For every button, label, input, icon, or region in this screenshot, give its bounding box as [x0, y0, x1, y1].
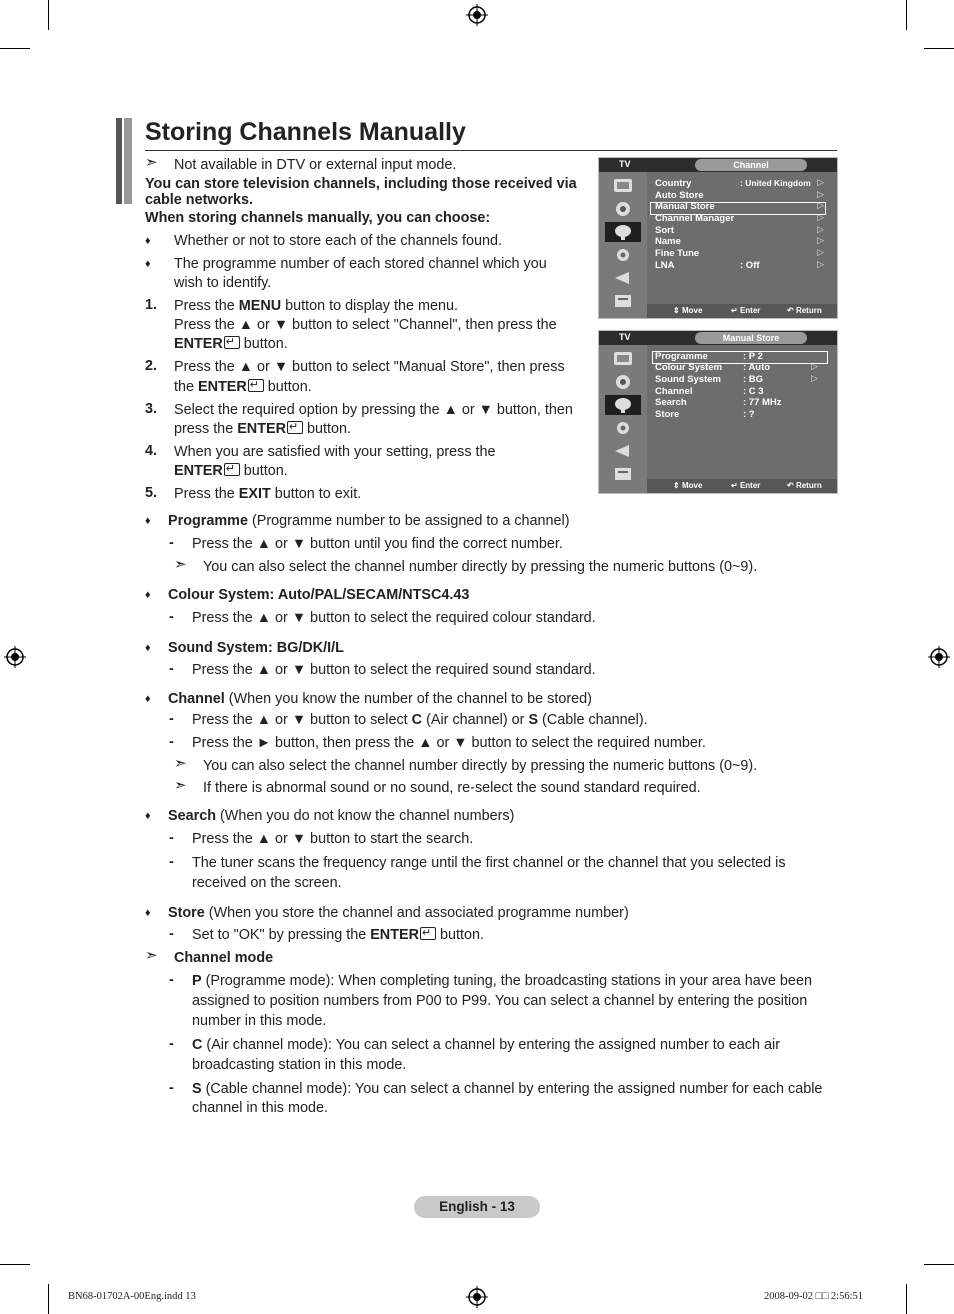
right-arrow-icon: ▷ — [811, 373, 818, 383]
intro-bold: You can store television channels, including those received via — [145, 176, 577, 192]
sound-icon — [605, 199, 641, 219]
dash-marker: - — [169, 1080, 174, 1096]
dash-marker: - — [169, 854, 174, 870]
title-accent-bar — [116, 118, 122, 204]
tv-menu-value: : 77 MHz — [743, 397, 782, 408]
diamond-bullet-icon: ♦ — [145, 589, 151, 601]
right-arrow-icon: ▷ — [811, 361, 818, 371]
right-arrow-icon: ▷ — [817, 235, 824, 245]
registration-mark-icon — [928, 646, 950, 668]
crop-mark — [48, 1284, 49, 1314]
note-icon: ➣ — [174, 777, 187, 794]
tv-label: TV — [619, 159, 631, 169]
tv-sidebar — [599, 345, 647, 493]
crop-mark — [906, 0, 907, 30]
tv-menu-value: : ? — [743, 409, 755, 420]
option-heading: Store (When you store the channel and associated programme number) — [168, 905, 629, 921]
right-arrow-icon: ▷ — [817, 224, 824, 234]
intro-bullet: Whether or not to store each of the channels found. — [174, 233, 502, 249]
crop-mark — [924, 1264, 954, 1265]
diamond-bullet-icon: ♦ — [145, 642, 151, 654]
tv-menu-footer — [647, 479, 837, 493]
option-heading: Channel mode — [174, 950, 274, 966]
intro-bold: When storing channels manually, you can choose: — [145, 210, 491, 226]
dash-marker: - — [169, 972, 174, 988]
channel-icon — [605, 395, 641, 415]
page-number: English - 13 — [414, 1196, 540, 1218]
application-icon — [605, 291, 641, 311]
tv-menu-value: : P 2 — [743, 351, 763, 362]
tv-foot-move: ⇕ Move — [673, 306, 703, 315]
option-text: Press the ▲ or ▼ button until you find the correct number. — [192, 536, 563, 552]
right-arrow-icon: ▷ — [817, 259, 824, 269]
note-icon: ➣ — [174, 556, 187, 573]
tv-menu-item[interactable]: Channel — [655, 386, 693, 397]
tv-foot-enter: ↵ Enter — [731, 306, 761, 315]
sound-icon — [605, 372, 641, 392]
crop-mark — [0, 1264, 30, 1265]
intro-note: Not available in DTV or external input mode. — [174, 157, 457, 173]
note-icon: ➣ — [145, 154, 158, 171]
step-text: Press the ▲ or ▼ button to select "Channel", then press the — [174, 317, 557, 333]
diamond-bullet-icon: ♦ — [145, 258, 151, 270]
option-note: If there is abnormal sound or no sound, re-select the sound standard required. — [203, 780, 701, 796]
step-number: 5. — [145, 485, 158, 501]
step-number: 2. — [145, 358, 158, 374]
tv-menu-item[interactable]: LNA — [655, 260, 675, 271]
option-text: P (Programme mode): When completing tuning, the broadcasting stations in your area have been — [192, 973, 812, 989]
option-text: channel in this mode. — [192, 1100, 328, 1116]
intro-bold: cable networks. — [145, 192, 253, 208]
tv-menu-value: : Off — [740, 260, 760, 271]
option-text: C (Air channel mode): You can select a channel by entering the assigned number to each air — [192, 1037, 780, 1053]
dash-marker: - — [169, 535, 174, 551]
input-icon — [605, 441, 641, 461]
option-heading: Channel (When you know the number of the channel to be stored) — [168, 691, 592, 707]
option-text: broadcasting station in this mode. — [192, 1057, 407, 1073]
option-text: received on the screen. — [192, 875, 342, 891]
channel-icon — [605, 222, 641, 242]
tv-menu-item[interactable]: Country — [655, 178, 692, 189]
tv-menu-item[interactable]: Store — [655, 409, 680, 420]
option-text: The tuner scans the frequency range until the first channel or the channel that you selected is — [192, 855, 786, 871]
picture-icon — [605, 349, 641, 369]
enter-icon — [287, 421, 303, 434]
option-heading: Search (When you do not know the channel numbers) — [168, 808, 515, 824]
crop-mark — [924, 48, 954, 49]
diamond-bullet-icon: ♦ — [145, 515, 151, 527]
dash-marker: - — [169, 711, 174, 727]
diamond-bullet-icon: ♦ — [145, 235, 151, 247]
page-title: Storing Channels Manually — [145, 118, 466, 146]
note-icon: ➣ — [145, 947, 158, 964]
title-accent-bar — [124, 118, 132, 204]
step-text: Press the ▲ or ▼ button to select "Manual Store", then press — [174, 359, 565, 375]
dash-marker: - — [169, 609, 174, 625]
tv-foot-return: ↶ Return — [787, 481, 822, 490]
application-icon — [605, 464, 641, 484]
step-number: 1. — [145, 297, 158, 313]
tv-menu-item[interactable]: Name — [655, 236, 681, 247]
enter-icon — [224, 463, 240, 476]
right-arrow-icon: ▷ — [817, 189, 824, 199]
option-heading: Sound System: BG/DK/I/L — [168, 640, 344, 656]
enter-icon — [248, 379, 264, 392]
tv-label: TV — [619, 332, 631, 342]
option-text: S (Cable channel mode): You can select a channel by entering the assigned number for each cable — [192, 1081, 823, 1097]
tv-menu-header — [599, 158, 837, 172]
print-date: 2008-09-02 □□ 2:56:51 — [764, 1291, 864, 1302]
step-text: Select the required option by pressing the ▲ or ▼ button, then — [174, 402, 573, 418]
tv-menu-value: : United Kingdom — [740, 178, 811, 188]
tv-menu-value: : BG — [743, 374, 764, 385]
step-text: Press the MENU button to display the menu. — [174, 298, 458, 314]
tv-menu-item[interactable]: Search — [655, 397, 687, 408]
right-arrow-icon: ▷ — [817, 212, 824, 222]
option-text: Press the ▲ or ▼ button to select the required colour standard. — [192, 610, 596, 626]
option-text: Press the ▲ or ▼ button to select the required sound standard. — [192, 662, 596, 678]
dash-marker: - — [169, 830, 174, 846]
diamond-bullet-icon: ♦ — [145, 693, 151, 705]
registration-mark-icon — [466, 4, 488, 26]
title-rule — [145, 150, 837, 151]
right-arrow-icon: ▷ — [817, 247, 824, 257]
tv-sidebar — [599, 172, 647, 318]
option-text: number in this mode. — [192, 1013, 327, 1029]
tv-menu-value: : C 3 — [743, 386, 764, 397]
tv-menu-item[interactable]: Channel Manager — [655, 213, 735, 224]
option-heading: Programme (Programme number to be assigned to a channel) — [168, 513, 570, 529]
step-number: 4. — [145, 443, 158, 459]
step-number: 3. — [145, 401, 158, 417]
crop-mark — [48, 0, 49, 30]
tv-menu-tab: Manual Store — [695, 332, 807, 344]
step-text: When you are satisfied with your setting, press the — [174, 444, 496, 460]
tv-menu-manual-store — [598, 330, 838, 494]
note-icon: ➣ — [174, 755, 187, 772]
input-icon — [605, 268, 641, 288]
diamond-bullet-icon: ♦ — [145, 907, 151, 919]
tv-menu-tab: Channel — [695, 159, 807, 171]
tv-menu-header — [599, 331, 837, 345]
tv-menu-item[interactable]: Fine Tune — [655, 248, 700, 259]
print-filename: BN68-01702A-00Eng.indd 13 — [68, 1291, 196, 1302]
intro-bullet: The programme number of each stored channel which you — [174, 256, 547, 272]
tv-foot-return: ↶ Return — [787, 306, 822, 315]
registration-mark-icon — [4, 646, 26, 668]
dash-marker: - — [169, 926, 174, 942]
tv-menu-footer — [647, 304, 837, 318]
dash-marker: - — [169, 1036, 174, 1052]
crop-mark — [0, 48, 30, 49]
intro-bullet: wish to identify. — [174, 275, 272, 291]
option-text: Set to "OK" by pressing the ENTER↵ button. — [192, 926, 484, 945]
option-text: Press the ▲ or ▼ button to start the search. — [192, 831, 474, 847]
tv-menu-channel — [598, 157, 838, 319]
step-text: ENTER↵ button. — [174, 335, 288, 354]
tv-menu-item[interactable]: Colour System — [655, 362, 723, 373]
tv-foot-enter: ↵ Enter — [731, 481, 761, 490]
tv-foot-move: ⇕ Move — [673, 481, 703, 490]
enter-icon — [420, 927, 436, 940]
step-text: ENTER↵ button. — [174, 462, 288, 481]
dash-marker: - — [169, 734, 174, 750]
right-arrow-icon: ▷ — [817, 200, 824, 210]
tv-menu-item[interactable]: Manual Store — [655, 201, 715, 212]
option-text: Press the ► button, then press the ▲ or ▼ button to select the required number. — [192, 735, 706, 751]
enter-icon — [224, 336, 240, 349]
picture-icon — [605, 176, 641, 196]
tv-menu-item[interactable]: Programme — [655, 351, 708, 362]
step-text: press the ENTER↵ button. — [174, 420, 351, 439]
tv-menu-item[interactable]: Auto Store — [655, 190, 704, 201]
registration-mark-icon — [466, 1286, 488, 1308]
step-text: Press the EXIT button to exit. — [174, 486, 362, 502]
option-text: Press the ▲ or ▼ button to select C (Air channel) or S (Cable channel). — [192, 712, 648, 728]
crop-mark — [906, 1284, 907, 1314]
tv-menu-item[interactable]: Sound System — [655, 374, 721, 385]
tv-menu-value: : Auto — [743, 362, 771, 373]
diamond-bullet-icon: ♦ — [145, 810, 151, 822]
step-text: the ENTER↵ button. — [174, 378, 312, 397]
tv-menu-item[interactable]: Sort — [655, 225, 674, 236]
setup-icon — [605, 245, 641, 265]
setup-icon — [605, 418, 641, 438]
right-arrow-icon: ▷ — [817, 177, 824, 187]
option-note: You can also select the channel number directly by pressing the numeric buttons (0~9). — [203, 559, 758, 575]
option-text: assigned to position numbers from P00 to P99. You can select a channel by entering the position — [192, 993, 808, 1009]
option-heading: Colour System: Auto/PAL/SECAM/NTSC4.43 — [168, 587, 470, 603]
dash-marker: - — [169, 661, 174, 677]
option-note: You can also select the channel number directly by pressing the numeric buttons (0~9). — [203, 758, 758, 774]
